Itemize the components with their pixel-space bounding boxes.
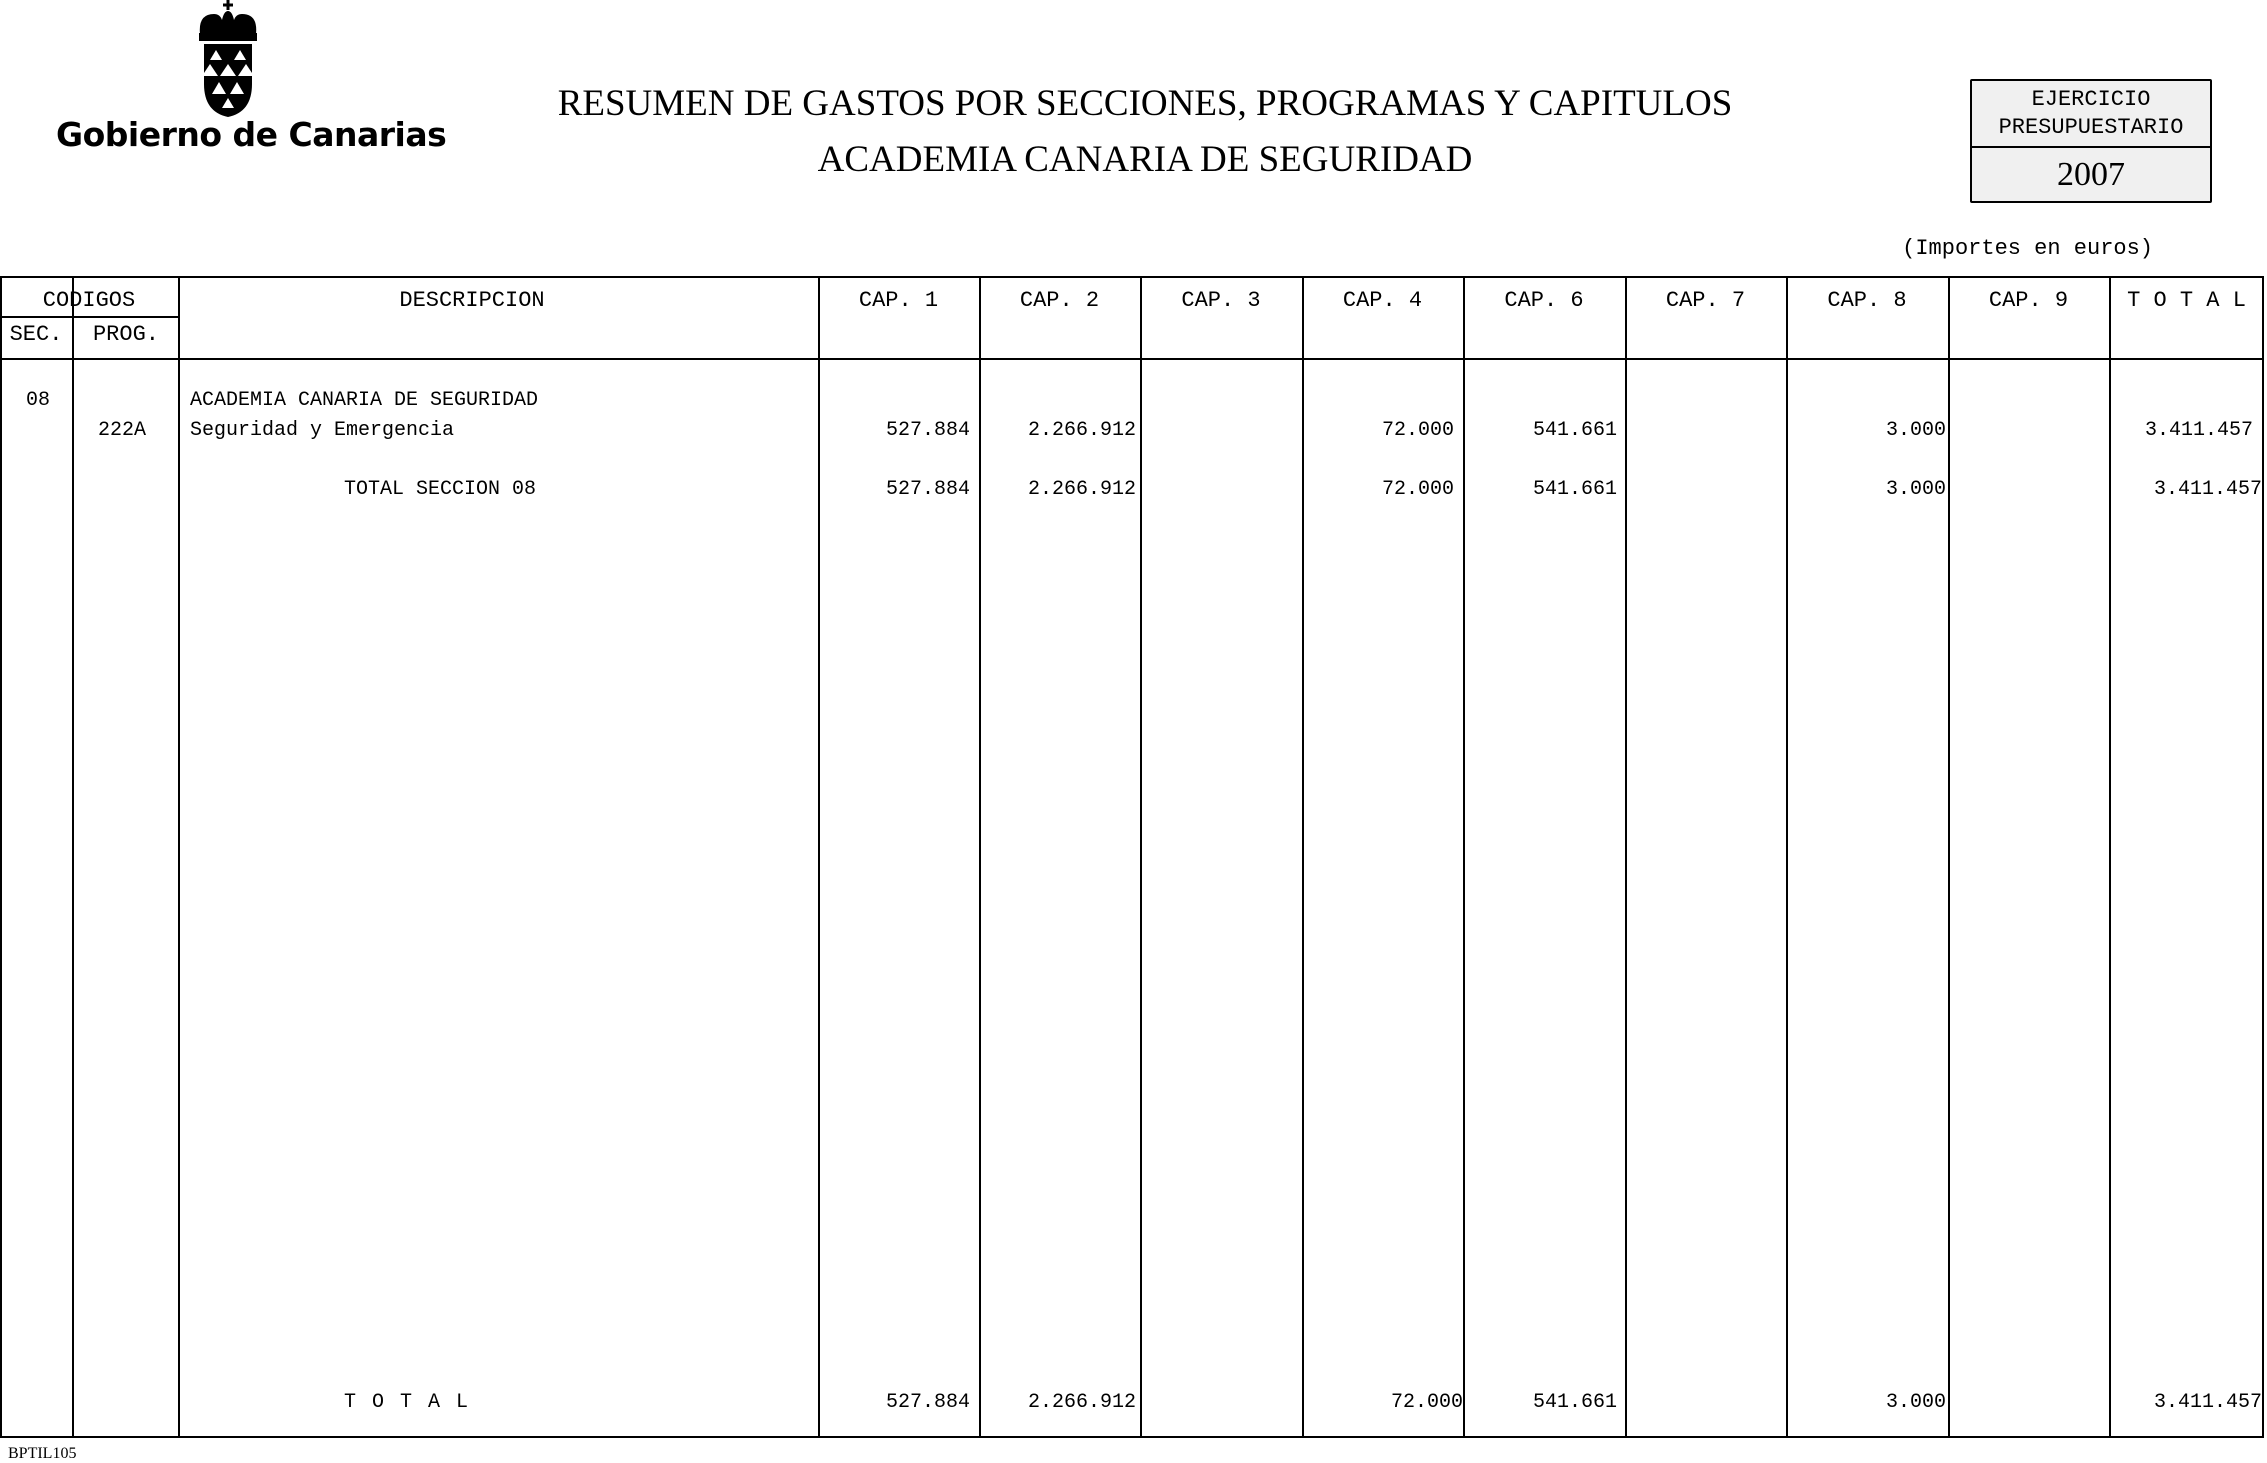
header-cap7: CAP. 7 <box>1665 288 1746 313</box>
col-divider <box>1625 276 1627 1438</box>
logo-text: Gobierno de Canarias <box>56 115 447 154</box>
row-cap1: 527.884 <box>885 419 970 442</box>
col-divider <box>1948 276 1950 1438</box>
row-cap6: 541.661 <box>1532 478 1617 501</box>
col-divider <box>72 276 74 1438</box>
gobierno-de-canarias-logo <box>56 0 447 160</box>
col-divider <box>178 276 180 1438</box>
header-cap1: CAP. 1 <box>858 288 939 313</box>
row-cap8: 3.000 <box>1885 478 1946 501</box>
col-divider <box>2109 276 2111 1438</box>
col-divider <box>1140 276 1142 1438</box>
fiscal-year-box <box>1970 79 2212 203</box>
row-cap8: 3.000 <box>1885 419 1946 442</box>
row-sec: 08 <box>26 389 51 412</box>
col-divider <box>1302 276 1304 1438</box>
report-title: RESUMEN DE GASTOS POR SECCIONES, PROGRAMAS Y CAPITULOS <box>557 83 1733 124</box>
grand-total-cap4: 72.000 <box>1390 1391 1463 1414</box>
header-descripcion: DESCRIPCION <box>399 288 545 313</box>
header-codigos: CODIGOS <box>42 288 136 313</box>
coat-of-arms-icon <box>186 0 270 118</box>
row-description: ACADEMIA CANARIA DE SEGURIDAD <box>190 389 539 412</box>
row-cap1: 527.884 <box>885 478 970 501</box>
header-cap9: CAP. 9 <box>1988 288 2069 313</box>
row-prog: 222A <box>98 419 147 442</box>
row-cap6: 541.661 <box>1532 419 1617 442</box>
header-cap8: CAP. 8 <box>1827 288 1907 313</box>
grand-total-cap6: 541.661 <box>1532 1391 1617 1414</box>
header-total: T O T A L <box>2127 288 2246 313</box>
section-total-label: TOTAL SECCION 08 <box>344 478 537 501</box>
grand-total-label: T O T A L <box>344 1391 471 1414</box>
ejercicio-label: EJERCICIO <box>2031 86 2151 112</box>
row-total: 3.411.457 <box>2144 419 2253 442</box>
header-prog: PROG. <box>92 322 159 347</box>
units-note: (Importes en euros) <box>1902 236 2153 261</box>
row-cap4: 72.000 <box>1381 419 1454 442</box>
grand-total-cap8: 3.000 <box>1885 1391 1946 1414</box>
grand-total-total: 3.411.457 <box>2153 1391 2262 1414</box>
presupuestario-label: PRESUPUESTARIO <box>1998 114 2184 140</box>
col-divider <box>1463 276 1465 1438</box>
header-sec: SEC. <box>9 322 63 347</box>
row-description: Seguridad y Emergencia <box>190 419 455 442</box>
row-cap2: 2.266.912 <box>1027 419 1136 442</box>
fiscal-year: 2007 <box>1972 148 2210 201</box>
grand-total-cap1: 527.884 <box>885 1391 970 1414</box>
header-divider <box>0 358 2264 360</box>
col-divider <box>1786 276 1788 1438</box>
codigos-divider <box>0 316 180 318</box>
header-cap6: CAP. 6 <box>1504 288 1584 313</box>
row-cap4: 72.000 <box>1381 478 1454 501</box>
header-cap2: CAP. 2 <box>1019 288 1100 313</box>
col-divider <box>979 276 981 1438</box>
col-divider <box>818 276 820 1438</box>
report-subtitle: ACADEMIA CANARIA DE SEGURIDAD <box>817 139 1473 180</box>
row-cap2: 2.266.912 <box>1027 478 1136 501</box>
grand-total-cap2: 2.266.912 <box>1027 1391 1136 1414</box>
header-cap4: CAP. 4 <box>1342 288 1423 313</box>
budget-table <box>0 276 2264 1438</box>
header-cap3: CAP. 3 <box>1181 288 1261 313</box>
row-total: 3.411.457 <box>2153 478 2262 501</box>
report-code: BPTIL105 <box>8 1445 77 1462</box>
